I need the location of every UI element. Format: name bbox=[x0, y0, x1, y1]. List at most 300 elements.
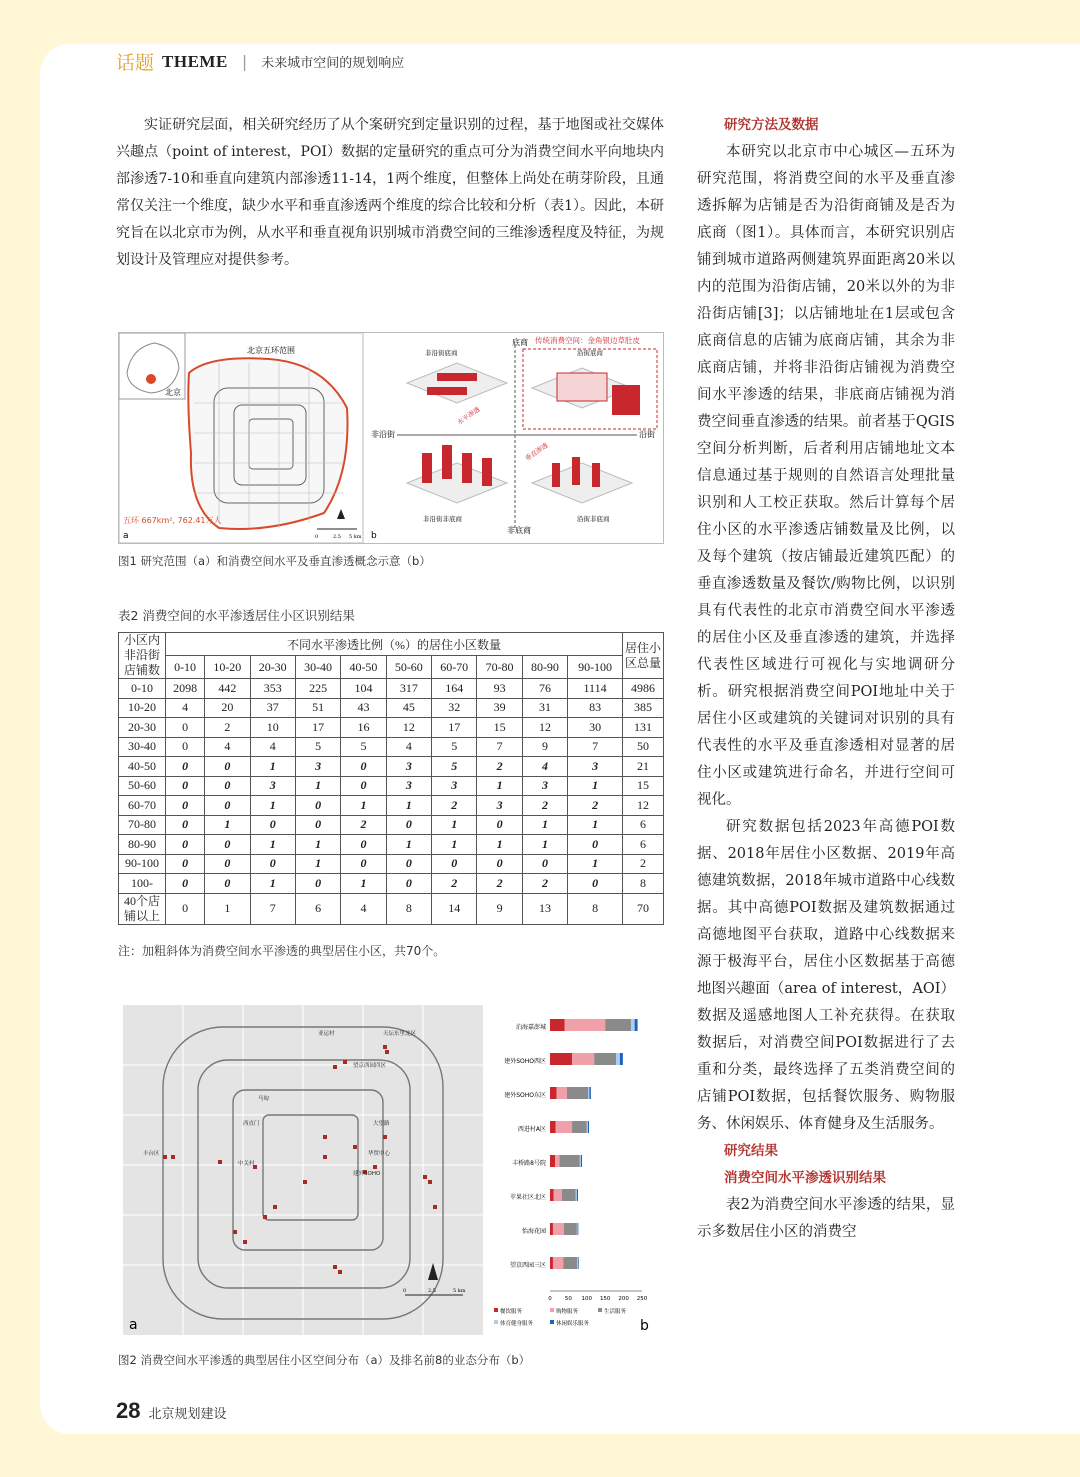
map-label: 中关村 bbox=[238, 1161, 255, 1167]
table-cell: 3 bbox=[432, 776, 477, 796]
table-cell: 1 bbox=[522, 815, 567, 835]
row-label: 50-60 bbox=[119, 776, 166, 796]
x-tick-label: 200 bbox=[618, 1296, 629, 1302]
table-cell: 1 bbox=[432, 815, 477, 835]
table-row bbox=[119, 698, 664, 718]
legend-swatch bbox=[550, 1320, 554, 1324]
intro-paragraph bbox=[116, 112, 664, 274]
table-cell: 0 bbox=[166, 893, 205, 924]
results-paragraph: 表2为消费空间水平渗透的结果，显示多数居住小区的消费空 bbox=[697, 1197, 955, 1240]
table-cell: 0 bbox=[341, 757, 386, 777]
residential-point bbox=[333, 1265, 337, 1269]
table-cell: 0 bbox=[386, 874, 431, 894]
bar-segment bbox=[588, 1121, 589, 1133]
table-cell: 4 bbox=[250, 737, 295, 757]
bar-segment bbox=[565, 1019, 605, 1031]
table-column-row bbox=[119, 656, 664, 679]
fig1b-panel-label: b bbox=[371, 531, 377, 541]
table-cell: 1 bbox=[477, 835, 522, 855]
table-column-header: 30-40 bbox=[295, 656, 340, 679]
row-total: 385 bbox=[623, 698, 664, 718]
figure-2-caption: 图2 消费空间水平渗透的典型居住小区空间分布（a）及排名前8的业态分布（b） bbox=[118, 1353, 531, 1367]
bar-segment bbox=[572, 1121, 587, 1133]
table-cell: 0 bbox=[250, 815, 295, 835]
table-row bbox=[119, 874, 664, 894]
table-cell: 0 bbox=[477, 815, 522, 835]
right-column bbox=[697, 112, 955, 1246]
bar-segment bbox=[580, 1155, 581, 1167]
table-column-header: 50-60 bbox=[386, 656, 431, 679]
figure-1 bbox=[118, 332, 664, 544]
table-cell: 2 bbox=[205, 718, 250, 738]
table-cell: 4 bbox=[341, 893, 386, 924]
table-total-header: 居住小区总量 bbox=[623, 633, 664, 679]
table-cell: 15 bbox=[477, 718, 522, 738]
bar-segment bbox=[620, 1053, 623, 1065]
table-row bbox=[119, 796, 664, 816]
map-labels bbox=[143, 1029, 417, 1177]
bar-segment bbox=[563, 1257, 577, 1269]
row-label: 100- bbox=[119, 874, 166, 894]
row-total: 6 bbox=[623, 815, 664, 835]
table-row bbox=[119, 679, 664, 699]
residential-point bbox=[338, 1270, 342, 1274]
row-total: 2 bbox=[623, 854, 664, 874]
axis-left-label: 非沿街 bbox=[371, 430, 395, 439]
table-cell: 0 bbox=[568, 835, 623, 855]
bar-segment bbox=[588, 1087, 589, 1099]
table-cell: 1 bbox=[250, 835, 295, 855]
figure-1-svg bbox=[119, 333, 663, 543]
table-cell: 0 bbox=[432, 854, 477, 874]
bar-segment bbox=[576, 1189, 577, 1201]
x-tick-label: 100 bbox=[581, 1296, 593, 1302]
legend-label: 购物服务 bbox=[556, 1309, 579, 1315]
table-cell: 104 bbox=[341, 679, 386, 699]
residential-point bbox=[333, 1065, 337, 1069]
legend-swatch bbox=[598, 1308, 602, 1312]
table-cell: 37 bbox=[250, 698, 295, 718]
table-cell: 3 bbox=[295, 757, 340, 777]
table-cell: 1 bbox=[205, 893, 250, 924]
table-cell: 0 bbox=[205, 757, 250, 777]
category-label: 丰桥路8号院 bbox=[512, 1160, 546, 1167]
category-label: 怡海花园 bbox=[521, 1228, 546, 1235]
table-cell: 30 bbox=[568, 718, 623, 738]
bar-segment bbox=[577, 1257, 578, 1269]
row-label: 20-30 bbox=[119, 718, 166, 738]
residential-point bbox=[303, 1180, 307, 1184]
table-row bbox=[119, 776, 664, 796]
table-cell: 3 bbox=[250, 776, 295, 796]
category-label: 望京西园三区 bbox=[509, 1262, 546, 1269]
residential-point bbox=[163, 1155, 167, 1159]
table-column-header: 10-20 bbox=[205, 656, 250, 679]
table-cell: 6 bbox=[295, 893, 340, 924]
fig2b-panel-label: b bbox=[640, 1318, 649, 1334]
methods-paragraph-2: 研究数据包括2023年高德POI数据、2018年居住小区数据、2019年高德建筑数据，2018年城市道路中心线数据。其中高德POI数据及建筑数据通过高德地图平台获取，道路中心线数据来源于极海平台，居住小区数据基于高德地图兴趣面（area of interest，AOI）数据及遥感地图人工补充获得。在获取数据后，对消费空间POI数据进行了去重和分类，最终选择了五类消费空间的店铺POI数据，包括餐饮服务、购物服务、休闲娱乐、体育健身及生活服务。 bbox=[697, 819, 955, 1132]
row-label: 80-90 bbox=[119, 835, 166, 855]
map-label: 建外SOHO bbox=[353, 1171, 381, 1177]
row-label: 30-40 bbox=[119, 737, 166, 757]
header-theme: THEME bbox=[162, 51, 228, 71]
table-cell: 1 bbox=[386, 796, 431, 816]
table-cell: 1 bbox=[341, 796, 386, 816]
table-cell: 0 bbox=[166, 718, 205, 738]
bar-segment bbox=[587, 1121, 588, 1133]
bar-segment bbox=[635, 1019, 638, 1031]
bar-segment bbox=[577, 1189, 578, 1201]
table-cell: 45 bbox=[386, 698, 431, 718]
table-column-header: 20-30 bbox=[250, 656, 295, 679]
svg-text:2.5: 2.5 bbox=[333, 534, 341, 540]
table-cell: 0 bbox=[205, 835, 250, 855]
table-cell: 5 bbox=[295, 737, 340, 757]
table-cell: 32 bbox=[432, 698, 477, 718]
table-column-header: 60-70 bbox=[432, 656, 477, 679]
map-label: 丰台区 bbox=[143, 1151, 160, 1157]
table-cell: 1 bbox=[250, 796, 295, 816]
legend-label: 体育健身服务 bbox=[500, 1321, 534, 1327]
block-diagram-br bbox=[532, 457, 632, 503]
table-cell: 4 bbox=[386, 737, 431, 757]
table-cell: 7 bbox=[477, 737, 522, 757]
residential-point bbox=[263, 1215, 267, 1219]
quadrant-tr-label: 沿街底商 bbox=[577, 349, 603, 357]
table-2-note: 注：加粗斜体为消费空间水平渗透的典型居住小区，共70个。 bbox=[118, 944, 446, 958]
table-cell: 0 bbox=[386, 815, 431, 835]
bar-segment bbox=[594, 1053, 616, 1065]
block-diagram-bl bbox=[407, 445, 507, 503]
legend-label: 生活服务 bbox=[604, 1309, 627, 1315]
bar-segment bbox=[589, 1087, 590, 1099]
x-tick-label: 250 bbox=[636, 1296, 648, 1302]
table-cell: 442 bbox=[205, 679, 250, 699]
table-cell: 3 bbox=[477, 796, 522, 816]
row-label: 90-100 bbox=[119, 854, 166, 874]
table-cell: 2 bbox=[477, 874, 522, 894]
fig1a-area-label: 五环 667km², 762.41万人 bbox=[123, 516, 222, 525]
table-cell: 1 bbox=[295, 776, 340, 796]
table-cell: 0 bbox=[205, 776, 250, 796]
x-tick-label: 50 bbox=[564, 1296, 572, 1302]
bar-segment bbox=[550, 1257, 553, 1269]
quadrant-br-label: 沿街非底商 bbox=[577, 515, 610, 523]
figure-1-caption: 图1 研究范围（a）和消费空间水平及垂直渗透概念示意（b） bbox=[118, 554, 431, 568]
table-row bbox=[119, 737, 664, 757]
table-cell: 17 bbox=[432, 718, 477, 738]
bar-segment bbox=[550, 1053, 572, 1065]
table-column-header: 0-10 bbox=[166, 656, 205, 679]
table-cell: 8 bbox=[386, 893, 431, 924]
table-cell: 0 bbox=[205, 854, 250, 874]
table-cell: 14 bbox=[432, 893, 477, 924]
table-cell: 51 bbox=[295, 698, 340, 718]
table-cell: 225 bbox=[295, 679, 340, 699]
north-arrow-icon bbox=[428, 1263, 438, 1280]
table-cell: 1 bbox=[477, 776, 522, 796]
row-total: 21 bbox=[623, 757, 664, 777]
table-cell: 2 bbox=[432, 796, 477, 816]
figure-2-map bbox=[123, 1005, 483, 1335]
row-label: 0-10 bbox=[119, 679, 166, 699]
table-cell: 1 bbox=[568, 854, 623, 874]
table-cell: 1 bbox=[432, 835, 477, 855]
table-column-header: 80-90 bbox=[522, 656, 567, 679]
axis-top-label: 底商 bbox=[512, 338, 528, 347]
bar-segment bbox=[577, 1223, 578, 1235]
residential-point bbox=[383, 1135, 387, 1139]
bar-segment bbox=[572, 1053, 594, 1065]
figure-2-chart bbox=[486, 1005, 661, 1335]
table-cell: 0 bbox=[341, 854, 386, 874]
svg-text:5 km: 5 km bbox=[453, 1288, 466, 1294]
table-cell: 0 bbox=[166, 854, 205, 874]
table-cell: 0 bbox=[166, 737, 205, 757]
bar-segment bbox=[553, 1223, 564, 1235]
residential-point bbox=[323, 1135, 327, 1139]
category-label: 建外SOHO东区 bbox=[504, 1092, 546, 1099]
fig2a-panel-label: a bbox=[129, 1317, 138, 1333]
svg-text:2.5: 2.5 bbox=[428, 1288, 436, 1294]
table-column-header: 40-50 bbox=[341, 656, 386, 679]
bar-segment bbox=[557, 1087, 567, 1099]
header-title: 未来城市空间的规划响应 bbox=[261, 56, 405, 71]
methods-paragraph-1: 本研究以北京市中心城区—五环为研究范围，将消费空间的水平及垂直渗透拆解为店铺是否为沿街商铺及是否为底商（图1）。具体而言，本研究识别店铺到城市道路两侧建筑界面距离20米以内的范围为沿街店铺，20米以外的为非沿街店铺[3]；以店铺地址在1层或包含底商信息的店铺为底商店铺，其余为非底商店铺，并将非沿街店铺视为消费空间水平渗透的结果，非底商店铺视为消费空间垂直渗透的结果。前者基于QGIS空间分析判断，后者利用店铺地址文本信息通过基于规则的自然语言处理批量识别和人工校正获取。然后计算每个居住小区的水平渗透店铺数量及比例，以及每个建筑（按店铺最近建筑匹配）的垂直渗透数量及餐饮/购物比例，以识别具有代表性的北京市消费空间水平渗透的居住小区及垂直渗透的建筑，并选择代表性区域进行可视化与实地调研分析。研究根据消费空间POI地址中关于居住小区或建筑的关键词对识别的具有代表性的水平及垂直渗透相对显著的居住小区或建筑进行命名，并进行空间可视化。 bbox=[697, 144, 955, 808]
table-cell: 2 bbox=[568, 796, 623, 816]
map-label: 望京西园四区 bbox=[353, 1063, 387, 1069]
table-span-header: 不同水平渗透比例（%）的居住小区数量 bbox=[166, 633, 623, 656]
category-label: 西进村A区 bbox=[517, 1126, 546, 1133]
table-cell: 3 bbox=[386, 776, 431, 796]
legend-swatch bbox=[550, 1308, 554, 1312]
map-label: 亚运村 bbox=[318, 1031, 335, 1037]
bar-segment bbox=[556, 1121, 573, 1133]
table-cell: 9 bbox=[522, 737, 567, 757]
subsection-heading: 消费空间水平渗透识别结果 bbox=[724, 1170, 886, 1186]
category-label: 泊海嘉澎城 bbox=[515, 1024, 546, 1031]
section-heading-results: 研究结果 bbox=[724, 1143, 778, 1159]
table-cell: 1 bbox=[522, 835, 567, 855]
table-cell: 16 bbox=[341, 718, 386, 738]
page-number: 28 bbox=[116, 1398, 141, 1423]
table-row bbox=[119, 718, 664, 738]
bar-segment bbox=[616, 1053, 620, 1065]
table-cell: 4 bbox=[166, 698, 205, 718]
map-label: 马甸 bbox=[258, 1096, 270, 1102]
bar-segment bbox=[554, 1189, 562, 1201]
table-cell: 4 bbox=[205, 737, 250, 757]
table-row bbox=[119, 893, 664, 924]
axis-right-label: 沿街 bbox=[639, 430, 655, 439]
table-cell: 2 bbox=[522, 874, 567, 894]
row-total: 12 bbox=[623, 796, 664, 816]
row-total: 50 bbox=[623, 737, 664, 757]
svg-text:0: 0 bbox=[403, 1288, 407, 1294]
axis-bottom-label: 非底商 bbox=[507, 526, 531, 535]
table-cell: 3 bbox=[568, 757, 623, 777]
table-2 bbox=[118, 632, 664, 925]
table-cell: 2 bbox=[341, 815, 386, 835]
inset-beijing-label: 北京 bbox=[165, 388, 181, 397]
table-cell: 0 bbox=[341, 776, 386, 796]
table-cell: 4 bbox=[522, 757, 567, 777]
table-cell: 0 bbox=[295, 796, 340, 816]
table-cell: 7 bbox=[568, 737, 623, 757]
table-cell: 9 bbox=[477, 893, 522, 924]
map-label: 西直门 bbox=[243, 1121, 260, 1127]
bar-segment bbox=[581, 1155, 582, 1167]
table-cell: 1114 bbox=[568, 679, 623, 699]
legend-swatch bbox=[494, 1320, 498, 1324]
residential-point bbox=[428, 1180, 432, 1184]
residential-point bbox=[273, 1205, 277, 1209]
table-cell: 317 bbox=[386, 679, 431, 699]
row-total: 8 bbox=[623, 874, 664, 894]
table-cell: 0 bbox=[166, 815, 205, 835]
table-cell: 13 bbox=[522, 893, 567, 924]
table-cell: 2 bbox=[522, 796, 567, 816]
row-label: 40-50 bbox=[119, 757, 166, 777]
residential-points bbox=[163, 1045, 437, 1274]
legend-swatch bbox=[494, 1308, 498, 1312]
table-cell: 5 bbox=[432, 737, 477, 757]
table-cell: 7 bbox=[250, 893, 295, 924]
table-cell: 5 bbox=[341, 737, 386, 757]
row-total: 6 bbox=[623, 835, 664, 855]
table-cell: 0 bbox=[166, 874, 205, 894]
map-road-network bbox=[123, 1005, 483, 1335]
table-cell: 0 bbox=[295, 874, 340, 894]
table-header-row bbox=[119, 633, 664, 656]
row-total: 131 bbox=[623, 718, 664, 738]
table-cell: 0 bbox=[522, 854, 567, 874]
table-cell: 17 bbox=[295, 718, 340, 738]
table-cell: 2 bbox=[477, 757, 522, 777]
section-heading-methods: 研究方法及数据 bbox=[724, 117, 819, 133]
table-cell: 0 bbox=[205, 874, 250, 894]
table-cell: 0 bbox=[477, 854, 522, 874]
intro-text: 实证研究层面，相关研究经历了从个案研究到定量识别的过程，基于地图或社交媒体兴趣点（point of interest，POI）数据的定量研究的重点可分为消费空间水平向地块内部渗透7-10和垂直向建筑内部渗透11-14，1两个维度，但整体上尚处在萌芽阶段，且通常仅关注一个维度，缺少水平和垂直渗透两个维度的综合比较和分析（表1）。因此，本研究旨在以北京市为例，从水平和垂直视角识别城市消费空间的三维渗透程度及特征，为规划设计及管理应对提供参考。 bbox=[116, 117, 664, 268]
table-cell: 1 bbox=[250, 874, 295, 894]
bar-segment bbox=[560, 1155, 580, 1167]
table-cell: 5 bbox=[432, 757, 477, 777]
table-cell: 1 bbox=[205, 815, 250, 835]
running-header bbox=[116, 48, 404, 75]
table-cell: 1 bbox=[386, 835, 431, 855]
residential-point bbox=[433, 1205, 437, 1209]
footer bbox=[116, 1398, 227, 1424]
table-cell: 2098 bbox=[166, 679, 205, 699]
quadrant-bl-label: 非沿街非底商 bbox=[423, 515, 462, 523]
bar-segment bbox=[564, 1223, 577, 1235]
row-total: 70 bbox=[623, 893, 664, 924]
magazine-name: 北京规划建设 bbox=[148, 1407, 227, 1422]
table-cell: 43 bbox=[341, 698, 386, 718]
residential-point bbox=[373, 1165, 377, 1169]
table-cell: 0 bbox=[568, 874, 623, 894]
bar-segment bbox=[578, 1257, 579, 1269]
inset-marker bbox=[146, 374, 156, 384]
quadrant-tl-label: 非沿街底商 bbox=[425, 349, 458, 357]
table-cell: 164 bbox=[432, 679, 477, 699]
table-cell: 12 bbox=[522, 718, 567, 738]
table-cell: 20 bbox=[205, 698, 250, 718]
table-cell: 0 bbox=[166, 796, 205, 816]
table-cell: 39 bbox=[477, 698, 522, 718]
residential-point bbox=[218, 1160, 222, 1164]
row-total: 15 bbox=[623, 776, 664, 796]
residential-point bbox=[385, 1050, 389, 1054]
row-label: 10-20 bbox=[119, 698, 166, 718]
residential-point bbox=[171, 1155, 175, 1159]
bar-segment bbox=[550, 1155, 555, 1167]
table-cell: 1 bbox=[568, 776, 623, 796]
row-total: 4986 bbox=[623, 679, 664, 699]
fig1b-banner: 传统消费空间：金角银边草肚皮 bbox=[535, 336, 640, 345]
bar-segment bbox=[550, 1121, 556, 1133]
bar-segment bbox=[578, 1223, 579, 1235]
fig1a-panel-label: a bbox=[123, 531, 129, 541]
residential-point bbox=[343, 1060, 347, 1064]
table-cell: 0 bbox=[250, 854, 295, 874]
table-body bbox=[119, 679, 664, 925]
table-cell: 1 bbox=[341, 874, 386, 894]
map-label: 天坛东里北区 bbox=[383, 1031, 417, 1037]
bar-segment bbox=[550, 1189, 554, 1201]
bar-segment bbox=[605, 1019, 631, 1031]
table-column-header: 90-100 bbox=[568, 656, 623, 679]
table-cell: 12 bbox=[386, 718, 431, 738]
legend-label: 餐饮服务 bbox=[500, 1309, 523, 1315]
table-cell: 0 bbox=[386, 854, 431, 874]
block-diagram-tl bbox=[407, 363, 507, 403]
x-tick-label: 150 bbox=[599, 1296, 611, 1302]
table-cell: 0 bbox=[166, 776, 205, 796]
residential-point bbox=[353, 1145, 357, 1149]
table-cell: 1 bbox=[295, 854, 340, 874]
table-cell: 31 bbox=[522, 698, 567, 718]
table-column-header: 70-80 bbox=[477, 656, 522, 679]
vertical-penetration-label: 垂直渗透 bbox=[523, 441, 550, 463]
table-row bbox=[119, 757, 664, 777]
row-label: 60-70 bbox=[119, 796, 166, 816]
table-cell: 1 bbox=[295, 835, 340, 855]
category-label: 建外SOHO西区 bbox=[504, 1058, 546, 1065]
residential-point bbox=[383, 1045, 387, 1049]
legend-label: 休闲娱乐服务 bbox=[556, 1321, 590, 1327]
residential-point bbox=[423, 1175, 427, 1179]
block-diagram-tr bbox=[532, 368, 640, 415]
table-corner-header: 小区内非沿街店铺数 bbox=[119, 633, 166, 679]
map-label: 华贸中心 bbox=[368, 1151, 391, 1157]
table-cell: 83 bbox=[568, 698, 623, 718]
x-tick-label: 0 bbox=[548, 1296, 552, 1302]
bar-segment bbox=[631, 1019, 635, 1031]
table-cell: 1 bbox=[250, 757, 295, 777]
table-cell: 8 bbox=[568, 893, 623, 924]
table-row bbox=[119, 835, 664, 855]
header-separator: | bbox=[241, 52, 248, 71]
table-cell: 0 bbox=[205, 796, 250, 816]
table-cell: 0 bbox=[166, 757, 205, 777]
table-cell: 0 bbox=[295, 815, 340, 835]
table-cell: 10 bbox=[250, 718, 295, 738]
bar-segment bbox=[562, 1189, 576, 1201]
bar-segment bbox=[555, 1155, 559, 1167]
bar-segment bbox=[553, 1257, 563, 1269]
category-label: 苹果社区北区 bbox=[509, 1194, 546, 1201]
